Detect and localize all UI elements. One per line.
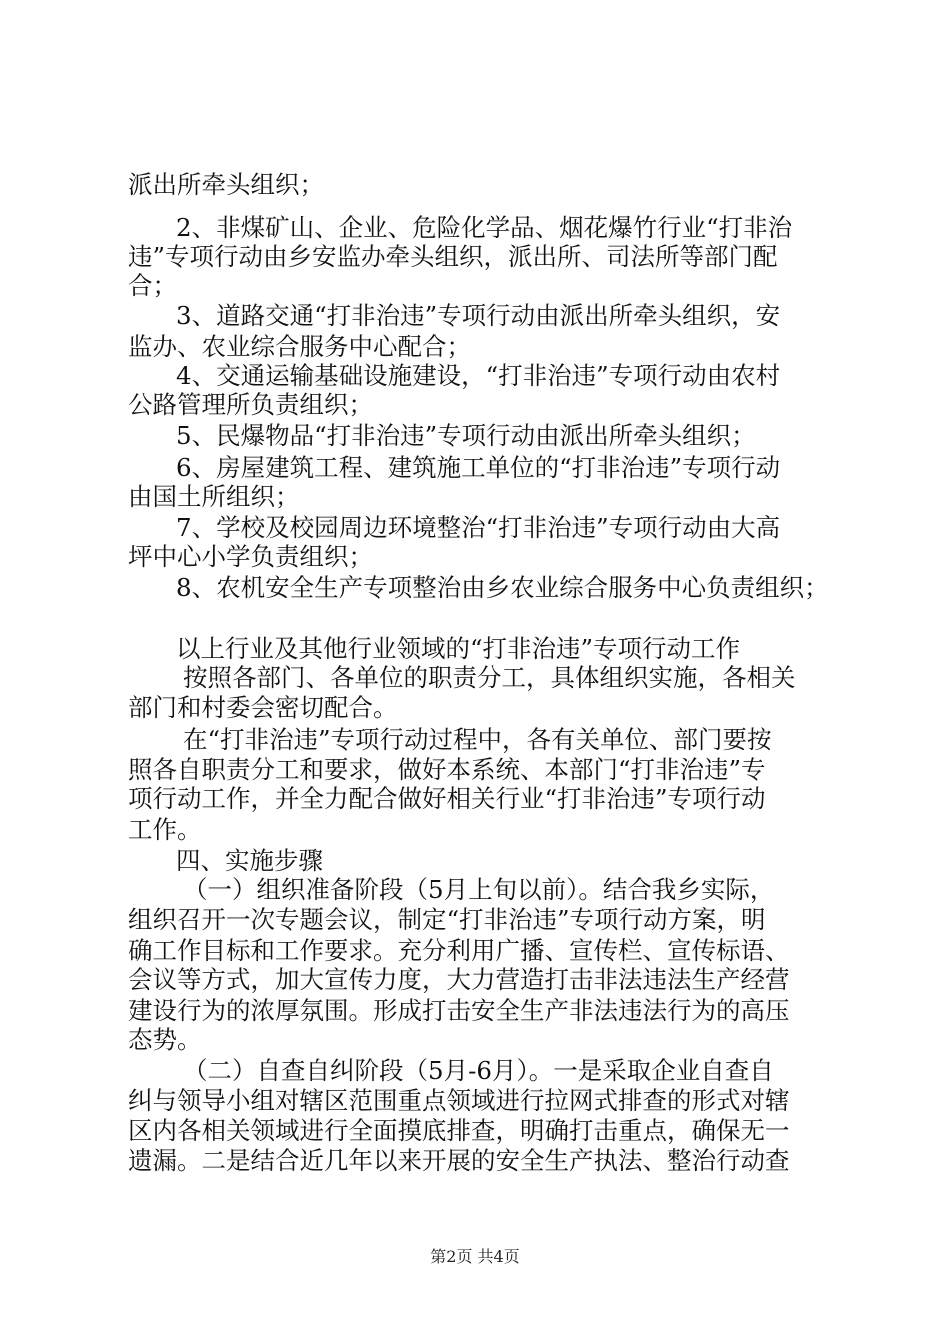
text-line: 2、非煤矿山、企业、危险化学品、烟花爆竹行业“打非治	[176, 213, 793, 242]
text-line: 项行动工作，并全力配合做好相关行业“打非治违”专项行动	[128, 784, 766, 813]
text-line: 派出所牵头组织；	[128, 170, 324, 199]
text-line: 纠与领导小组对辖区范围重点领域进行拉网式排查的形式对辖	[128, 1086, 790, 1115]
page-footer: 第2页 共4页	[430, 1247, 520, 1266]
text-line: 在“打非治违”专项行动过程中，各有关单位、部门要按	[183, 725, 772, 754]
text-line: 5、民爆物品“打非治违”专项行动由派出所牵头组织；	[176, 421, 756, 450]
text-line: 区内各相关领域进行全面摸底排查，明确打击重点，确保无一	[128, 1116, 790, 1145]
text-line: 合；	[128, 271, 177, 300]
text-line: 4、交通运输基础设施建设，“打非治违”专项行动由农村	[176, 361, 781, 390]
text-line: 以上行业及其他行业领域的“打非治违”专项行动工作	[176, 634, 741, 663]
section-heading: 四、实施步骤	[176, 846, 323, 875]
text-line: 坪中心小学负责组织；	[128, 542, 373, 571]
text-line: 态势。	[128, 1025, 202, 1054]
text-line: 违”专项行动由乡安监办牵头组织，派出所、司法所等部门配	[128, 242, 778, 271]
text-line: 工作。	[128, 815, 202, 844]
text-line: （一）组织准备阶段（5月上旬以前）。结合我乡实际，	[183, 875, 775, 904]
text-line: 确工作目标和工作要求。充分利用广播、宣传栏、宣传标语、	[128, 936, 790, 965]
text-line: 监办、农业综合服务中心配合；	[128, 332, 471, 361]
text-line: 会议等方式，加大宣传力度，大力营造打击非法违法生产经营	[128, 965, 790, 994]
text-line: 照各自职责分工和要求，做好本系统、本部门“打非治违”专	[128, 755, 766, 784]
text-line: 由国土所组织；	[128, 482, 300, 511]
text-line: 遗漏。二是结合近几年以来开展的安全生产执法、整治行动查	[128, 1146, 790, 1175]
text-line: 部门和村委会密切配合。	[128, 693, 398, 722]
text-line: （二）自查自纠阶段（5月-6月）。一是采取企业自查自	[183, 1056, 774, 1085]
text-line: 公路管理所负责组织；	[128, 390, 373, 419]
text-line: 按照各部门、各单位的职责分工，具体组织实施，各相关	[183, 663, 796, 692]
text-line: 3、道路交通“打非治违”专项行动由派出所牵头组织，安	[176, 301, 781, 330]
text-line: 6、房屋建筑工程、建筑施工单位的“打非治违”专项行动	[176, 453, 781, 482]
text-line: 组织召开一次专题会议，制定“打非治违”专项行动方案，明	[128, 905, 766, 934]
text-line: 7、学校及校园周边环境整治“打非治违”专项行动由大高	[176, 513, 781, 542]
text-line: 8、农机安全生产专项整治由乡农业综合服务中心负责组织；	[176, 573, 829, 602]
text-line: 建设行为的浓厚氛围。形成打击安全生产非法违法行为的高压	[128, 996, 790, 1025]
